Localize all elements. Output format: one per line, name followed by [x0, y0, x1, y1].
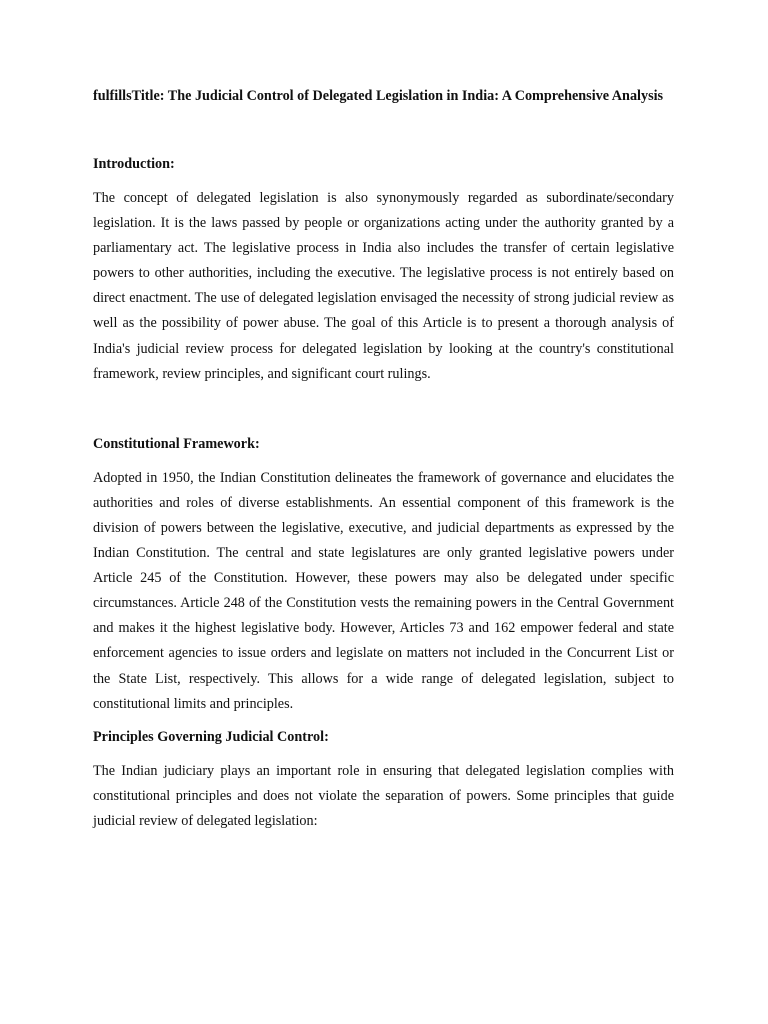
section-heading-principles: Principles Governing Judicial Control:: [93, 728, 329, 745]
section-body-introduction: The concept of delegated legislation is also synonymously regarded as subordinate/secondary legislation. It is the laws passed by people or organizations acting under the authority granted by a parliamentary act. The legislative process in India also includes the transfer of certain legislative powers to other authorities, including the executive. The legislative process is not entirely based on direct enactment. The use of delegated legislation envisaged the necessity of strong judicial review as well as the possibility of power abuse. The goal of this Article is to present a thorough analysis of India's judicial review process for delegated legislation by looking at the country's constitutional framework, review principles, and significant court rulings.: [93, 190, 674, 382]
document-content: [93, 84, 674, 834]
document-title: fulfillsTitle: The Judicial Control of Delegated Legislation in India: A Comprehensive Analysis: [93, 88, 664, 104]
section-body-principles: The Indian judiciary plays an important role in ensuring that delegated legislation complies with constitutional principles and does not violate the separation of powers. Some principles that guide judicial review of delegated legislation:: [93, 762, 674, 829]
section-heading-introduction: Introduction:: [93, 156, 175, 172]
section-heading-constitutional-framework: Constitutional Framework:: [93, 435, 260, 452]
section-body-constitutional-framework: Adopted in 1950, the Indian Constitution delineates the framework of governance and elucidates the authorities and roles of diverse establishments. An essential component of this framework is the division of powers between the legislative, executive, and judicial departments as expressed by the Indian Constitution. The central and state legislatures are only granted legislative powers under Article 245 of the Constitution. However, these powers may also be delegated under specific circumstances. Article 248 of the Constitution vests the remaining powers in the Central Government and makes it the highest legislative body. However, Articles 73 and 162 empower federal and state enforcement agencies to issue orders and legislate on matters not included in the Concurrent List or the State List, respectively. This allows for a wide range of delegated legislation, subject to constitutional limits and principles.: [93, 469, 674, 712]
